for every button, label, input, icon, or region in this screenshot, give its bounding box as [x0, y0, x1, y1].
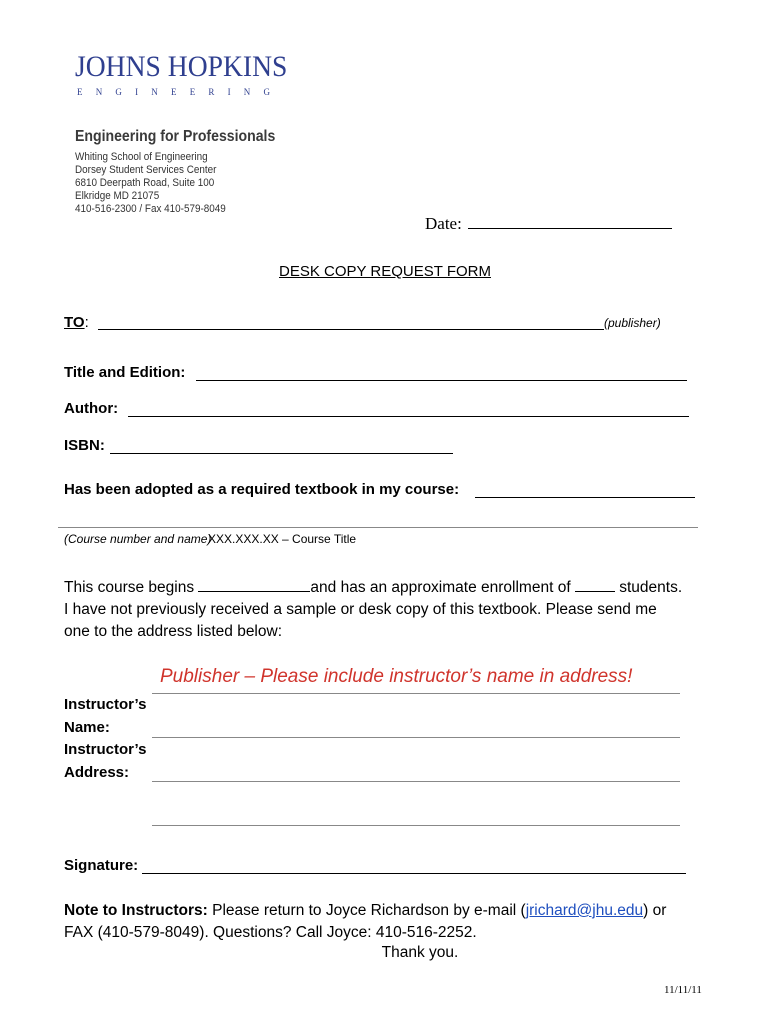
logo-subtitle: ENGINEERING: [77, 87, 284, 97]
address-line-3: 6810 Deerpath Road, Suite 100: [75, 177, 215, 189]
instructor-name-label: [64, 694, 147, 739]
footer-date: 11/11/11: [664, 984, 702, 996]
instructor-note: [64, 900, 714, 944]
course-paragraph: [64, 577, 714, 643]
date-label: Date:: [425, 214, 462, 233]
para-line-2: I have not previously received a sample or desk copy of this textbook. Please send me: [64, 601, 657, 618]
address-line-5: 410-516-2300 / Fax 410-579-8049: [75, 203, 226, 215]
to-colon: :: [84, 314, 89, 331]
thank-you: Thank you.: [381, 944, 459, 961]
para-part-2: and has an approximate enrollment of: [310, 579, 575, 596]
course-example: XXX.XXX.XX – Course Title: [208, 532, 357, 546]
date-blank[interactable]: [468, 214, 672, 229]
author-label: Author:: [64, 400, 119, 417]
logo-wordmark: JOHNS HOPKINS: [75, 50, 288, 83]
signature-blank[interactable]: [142, 873, 686, 874]
enrollment-blank[interactable]: [575, 577, 615, 592]
address-line-1: Whiting School of Engineering: [75, 151, 208, 163]
note-text-2: ) or: [643, 902, 667, 919]
note-label: Note to Instructors:: [64, 902, 208, 919]
adopted-label: Has been adopted as a required textbook in my course:: [64, 481, 460, 498]
isbn-blank[interactable]: [110, 453, 453, 454]
note-text-1: Please return to Joyce Richardson by e-mail (: [207, 902, 526, 919]
instructor-name-label-2: Name:: [64, 718, 110, 736]
instructor-address-label: [64, 739, 147, 784]
instructor-address-label-2: Address:: [64, 763, 130, 781]
instructor-line-1[interactable]: [152, 693, 680, 694]
publisher-hint: (publisher): [604, 316, 661, 330]
form-title-text: DESK COPY REQUEST FORM: [279, 263, 491, 280]
date-field: [425, 214, 672, 234]
to-label-group: [64, 314, 89, 331]
org-title: Engineering for Professionals: [75, 128, 276, 145]
instructor-line-4[interactable]: [152, 825, 680, 826]
signature-label: Signature:: [64, 857, 139, 874]
address-line-4: Elkridge MD 21075: [75, 190, 160, 202]
para-line-3: one to the address listed below:: [64, 623, 282, 640]
address-line-2: Dorsey Student Services Center: [75, 164, 217, 176]
instructor-line-2[interactable]: [152, 737, 680, 738]
isbn-label: ISBN:: [64, 437, 105, 454]
email-link[interactable]: jrichard@jhu.edu: [525, 902, 644, 919]
title-edition-blank[interactable]: [196, 380, 687, 381]
title-edition-label: Title and Edition:: [64, 364, 186, 381]
instructor-name-label-1: Instructor’s: [64, 696, 147, 713]
to-label: TO: [64, 314, 85, 331]
course-hint: (Course number and name): [64, 532, 212, 546]
course-line[interactable]: [58, 527, 698, 528]
to-blank[interactable]: [98, 329, 604, 330]
para-part-1: This course begins: [64, 579, 199, 596]
adopted-blank[interactable]: [475, 497, 695, 498]
course-begins-blank[interactable]: [198, 577, 310, 592]
para-part-3: students.: [614, 579, 683, 596]
instructor-address-label-1: Instructor’s: [64, 741, 147, 758]
author-blank[interactable]: [128, 416, 689, 417]
note-line-2: FAX (410-579-8049). Questions? Call Joyce: 410-516-2252.: [64, 924, 477, 941]
instructor-line-3[interactable]: [152, 781, 680, 782]
form-title: [0, 263, 770, 280]
publisher-note: Publisher – Please include instructor’s name in address!: [160, 666, 633, 687]
